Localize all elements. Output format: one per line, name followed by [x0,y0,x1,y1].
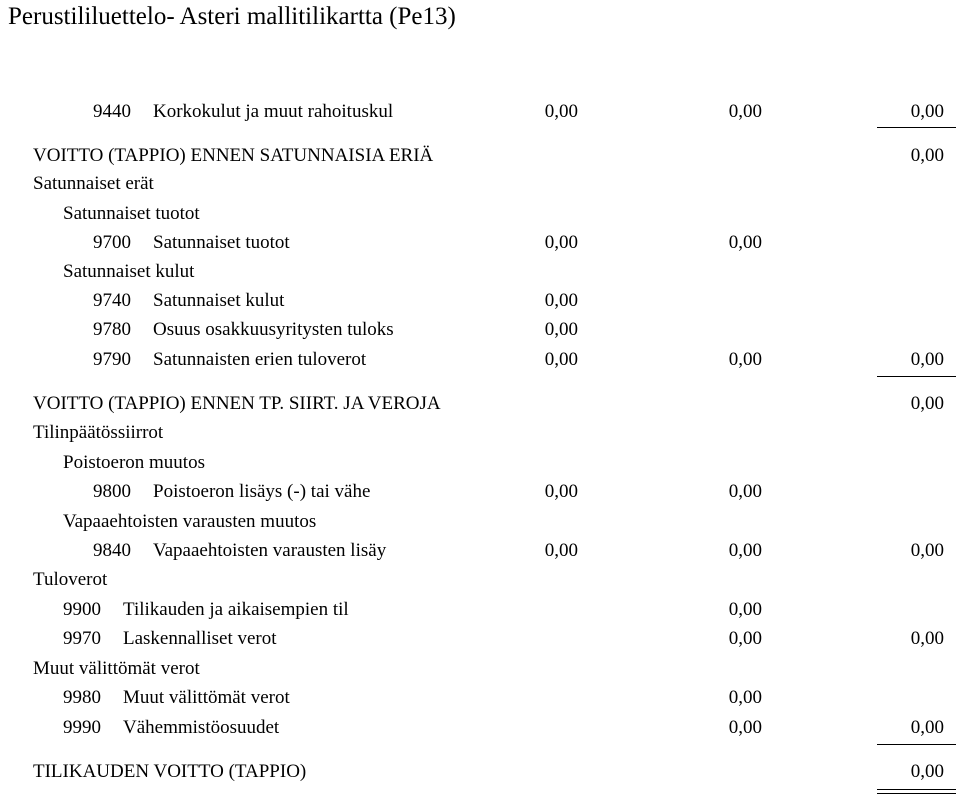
value-col-1: 0,00 [544,481,578,502]
account-code: 9440 [93,101,131,122]
value-col-2: 0,00 [728,349,762,370]
account-label: Poistoeron lisäys (-) tai vähe [153,481,371,502]
table-row [0,347,960,373]
account-label: Tilikauden ja aikaisempien til [123,599,349,620]
subgroup-heading: Satunnaiset tuotot [63,203,200,224]
subgroup-heading: Vapaaehtoisten varausten muutos [63,511,317,532]
table-row [0,626,960,652]
value-col-3: 0,00 [910,717,944,738]
account-code: 9700 [93,232,131,253]
value-col-3: 0,00 [910,761,944,782]
table-row [0,656,960,682]
table-row [0,509,960,535]
section-total-label: VOITTO (TAPPIO) ENNEN SATUNNAISIA ERIÄ [33,145,434,166]
account-label: Vähemmistöosuudet [123,717,280,738]
value-col-3: 0,00 [910,145,944,166]
account-code: 9900 [63,599,101,620]
table-row [0,597,960,623]
double-rule-top [877,789,956,790]
account-code: 9970 [63,628,101,649]
account-code: 9990 [63,717,101,738]
table-row [0,759,960,785]
table-row [0,685,960,711]
account-label: Laskennalliset verot [123,628,277,649]
table-row [0,567,960,593]
account-code: 9740 [93,290,131,311]
value-col-1: 0,00 [544,319,578,340]
account-code: 9790 [93,349,131,370]
account-code: 9840 [93,540,131,561]
section-total-label: VOITTO (TAPPIO) ENNEN TP. SIIRT. JA VEROJA [33,393,441,414]
account-label: Korkokulut ja muut rahoituskul [153,101,394,122]
value-col-3: 0,00 [910,349,944,370]
subtotal-rule [877,744,956,745]
subtotal-rule [877,376,956,377]
account-label: Osuus osakkuusyritysten tuloks [153,319,394,340]
value-col-2: 0,00 [728,628,762,649]
account-label: Satunnaiset tuotot [153,232,290,253]
table-row [0,259,960,285]
group-heading: Satunnaiset erät [33,173,154,194]
value-col-2: 0,00 [728,687,762,708]
value-col-2: 0,00 [728,717,762,738]
table-row [0,317,960,343]
account-label: Muut välittömät verot [123,687,290,708]
table-row [0,420,960,446]
account-code: 9980 [63,687,101,708]
value-col-1: 0,00 [544,540,578,561]
value-col-3: 0,00 [910,540,944,561]
table-row [0,450,960,476]
value-col-2: 0,00 [728,481,762,502]
value-col-1: 0,00 [544,349,578,370]
table-row [0,230,960,256]
table-row [0,538,960,564]
value-col-2: 0,00 [728,232,762,253]
value-col-1: 0,00 [544,290,578,311]
value-col-1: 0,00 [544,101,578,122]
table-row [0,479,960,505]
table-row [0,171,960,197]
value-col-2: 0,00 [728,101,762,122]
value-col-2: 0,00 [728,599,762,620]
value-col-1: 0,00 [544,232,578,253]
value-col-3: 0,00 [910,393,944,414]
group-heading: Tuloverot [33,569,108,590]
account-label: Satunnaiset kulut [153,290,285,311]
group-heading: Muut välittömät verot [33,658,200,679]
table-row [0,99,960,125]
subgroup-heading: Satunnaiset kulut [63,261,195,282]
table-row [0,288,960,314]
final-total-label: TILIKAUDEN VOITTO (TAPPIO) [33,761,307,782]
subgroup-heading: Poistoeron muutos [63,452,205,473]
value-col-2: 0,00 [728,540,762,561]
account-code: 9780 [93,319,131,340]
account-code: 9800 [93,481,131,502]
group-heading: Tilinpäätössiirrot [33,422,164,443]
table-row [0,715,960,741]
account-label: Vapaaehtoisten varausten lisäy [153,540,387,561]
double-rule-bottom [877,793,956,794]
page-title: Perustililuettelo- Asteri mallitilikartta (Pe13) [8,3,456,30]
table-row [0,201,960,227]
value-col-3: 0,00 [910,628,944,649]
value-col-3: 0,00 [910,101,944,122]
account-label: Satunnaisten erien tuloverot [153,349,367,370]
table-row [0,391,960,417]
table-row [0,143,960,169]
subtotal-rule [877,127,956,128]
